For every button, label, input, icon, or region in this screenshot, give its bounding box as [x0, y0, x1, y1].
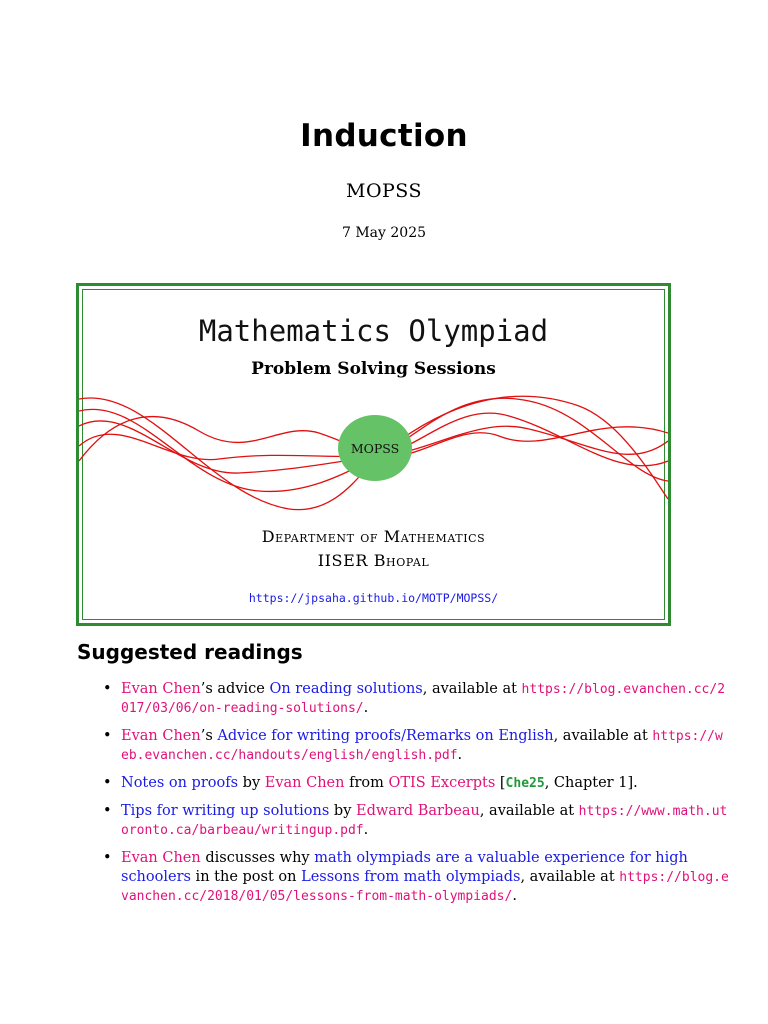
readings-list [100, 680, 730, 915]
list-text: , available at [520, 869, 620, 885]
list-item [100, 727, 730, 765]
list-item [100, 849, 730, 906]
author-link[interactable]: Evan Chen [121, 728, 201, 744]
resource-link[interactable]: Tips for writing up solutions [121, 803, 330, 819]
list-text: ’s advice [200, 681, 270, 697]
list-item [100, 802, 730, 840]
url-link[interactable]: https://blog.evanchen.cc/2017/03/06/on-reading-solutions/ [121, 682, 726, 716]
list-text: . [512, 888, 517, 904]
source-link[interactable]: OTIS Excerpts [388, 775, 496, 791]
banner-title: Mathematics Olympiad [198, 314, 549, 348]
citation-link[interactable]: Che25 [505, 776, 545, 791]
url-link[interactable]: https://www.math.utoronto.ca/barbeau/writingup.pdf [121, 804, 728, 838]
emblem-label: MOPSS [350, 441, 400, 456]
list-text: from [344, 775, 389, 791]
list-item [100, 680, 730, 718]
resource-link[interactable]: Notes on proofs [121, 775, 239, 791]
list-text: discusses why [200, 850, 315, 866]
list-text: , Chapter 1]. [544, 775, 638, 791]
resource-link[interactable]: Lessons from math olympiads [301, 869, 521, 885]
document-author: MOPSS [345, 180, 422, 202]
list-text: . [457, 747, 463, 763]
list-text: [ [495, 775, 506, 791]
author-link[interactable]: Evan Chen [264, 775, 345, 791]
list-text: , available at [479, 803, 579, 819]
list-text: . [363, 822, 369, 838]
url-link[interactable]: https://blog.evanchen.cc/2018/01/05/lessons-from-math-olympiads/ [121, 870, 729, 904]
list-text: ’s [200, 728, 218, 744]
resource-link[interactable]: Advice for writing proofs/Remarks on English [217, 728, 554, 744]
list-text: , available at [553, 728, 653, 744]
author-link[interactable]: Evan Chen [121, 681, 201, 697]
banner-url-link[interactable]: https://jpsaha.github.io/MOTP/MOPSS/ [248, 591, 499, 605]
resource-link[interactable]: math olympiads are a valuable experience for high schoolers [121, 850, 688, 885]
url-link[interactable]: https://web.evanchen.cc/handouts/english/english.pdf [121, 729, 723, 763]
mopss-banner [76, 283, 671, 626]
list-text: by [329, 803, 357, 819]
resource-link[interactable]: On reading solutions [269, 681, 423, 697]
banner-subtitle: Problem Solving Sessions [251, 359, 496, 379]
list-text: in the post on [190, 869, 302, 885]
banner-institute: IISER Bhopal [317, 551, 430, 570]
section-heading: Suggested readings [77, 640, 303, 664]
wave-graphic [79, 381, 668, 521]
list-text: , available at [422, 681, 522, 697]
banner-department: Department of Mathematics [261, 527, 486, 546]
document-date: 7 May 2025 [341, 225, 427, 241]
list-text: . [363, 700, 369, 716]
author-link[interactable]: Edward Barbeau [356, 803, 480, 819]
author-link[interactable]: Evan Chen [121, 850, 201, 866]
list-item [100, 774, 730, 793]
document-title: Induction [300, 118, 468, 154]
list-text: by [238, 775, 265, 791]
